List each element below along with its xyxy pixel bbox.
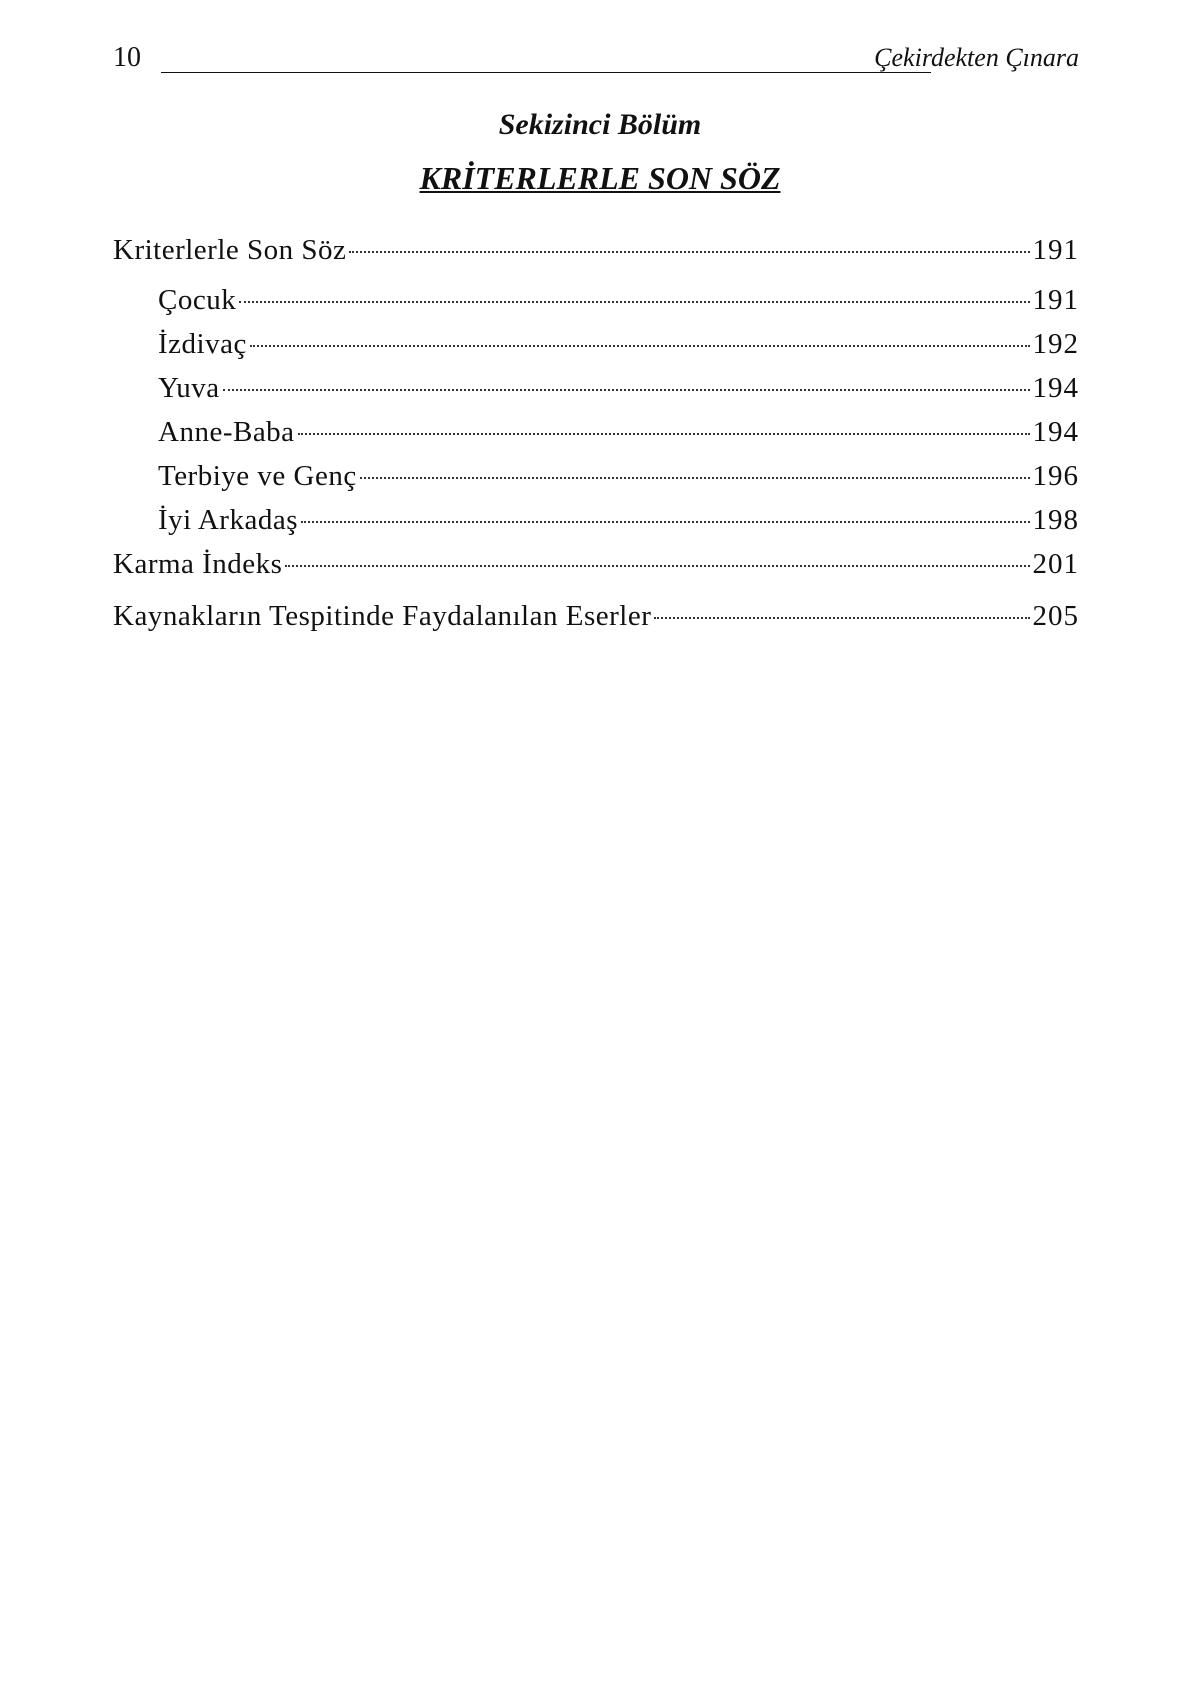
toc-entry-anne-baba[interactable] <box>113 410 1079 454</box>
dot-leader <box>239 301 1029 303</box>
toc-entry-title: Kaynakların Tespitinde Faydalanılan Eserler <box>113 600 652 632</box>
toc-entry-kaynaklar[interactable] <box>113 594 1079 638</box>
toc-entry-page: 201 <box>1032 548 1079 580</box>
dot-leader <box>223 389 1030 391</box>
toc-entry-iyi-arkadas[interactable] <box>113 498 1079 542</box>
running-title: Çekirdekten Çınara <box>874 43 1079 72</box>
toc-entry-yuva[interactable] <box>113 366 1079 410</box>
header-rule <box>161 72 931 73</box>
dot-leader <box>360 477 1030 479</box>
toc-entry-page: 194 <box>1032 416 1079 448</box>
page-header <box>113 38 1079 78</box>
toc-entry-title: Kriterlerle Son Söz <box>113 234 347 266</box>
toc-entry-terbiye-ve-genc[interactable] <box>113 454 1079 498</box>
toc-entry-title: İzdivaç <box>158 328 247 360</box>
toc-entry-page: 196 <box>1032 460 1079 492</box>
toc-entry-cocuk[interactable] <box>113 278 1079 322</box>
toc-entry-title: Yuva <box>158 372 220 404</box>
dot-leader <box>285 565 1029 567</box>
toc-entry-title: Terbiye ve Genç <box>158 460 357 492</box>
toc-entry-title: İyi Arkadaş <box>158 504 298 536</box>
toc-entry-karma-indeks[interactable] <box>113 542 1079 586</box>
dot-leader <box>301 521 1030 523</box>
table-of-contents <box>113 228 1079 638</box>
toc-entry-title: Çocuk <box>158 284 237 316</box>
dot-leader <box>654 617 1029 619</box>
dot-leader <box>349 251 1029 253</box>
toc-entry-page: 191 <box>1032 284 1079 316</box>
toc-entry-page: 205 <box>1032 600 1079 632</box>
chapter-title: KRİTERLERLE SON SÖZ <box>419 160 781 196</box>
chapter-label: Sekizinci Bölüm <box>498 108 702 141</box>
toc-entry-title: Karma İndeks <box>113 548 283 580</box>
dot-leader <box>250 345 1030 347</box>
toc-entry-page: 194 <box>1032 372 1079 404</box>
dot-leader <box>298 433 1030 435</box>
toc-entry-title: Anne-Baba <box>158 416 295 448</box>
toc-entry-page: 192 <box>1032 328 1079 360</box>
toc-entry-kriterlerle-son-soz[interactable] <box>113 228 1079 272</box>
toc-entry-page: 198 <box>1032 504 1079 536</box>
toc-entry-izdivac[interactable] <box>113 322 1079 366</box>
toc-entry-page: 191 <box>1032 234 1079 266</box>
page-number: 10 <box>113 42 141 73</box>
